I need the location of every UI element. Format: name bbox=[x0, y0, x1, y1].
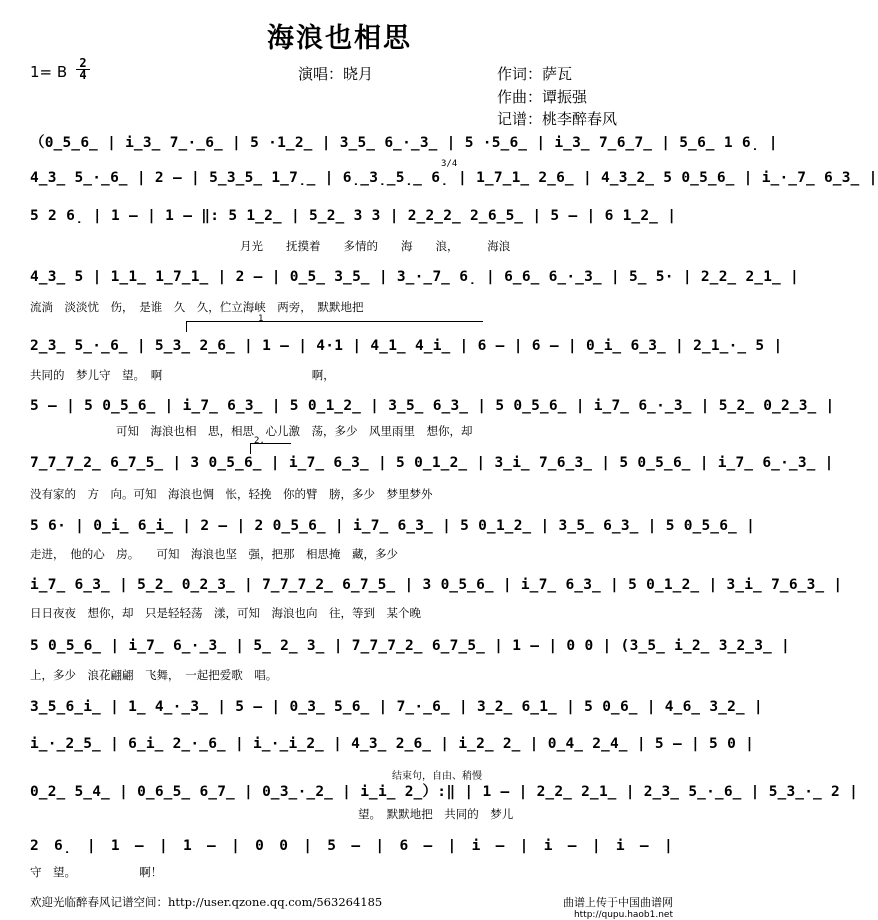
lyrics-row: 守 望。 啊！ bbox=[30, 865, 163, 879]
lyrics-row: 日日夜夜 想你，却 只是轻轻荡 漾，可知 海浪也向 往，等到 某个晚 bbox=[30, 606, 421, 620]
notation-row: 0̲2̲ 5̲4̲ | 0̲6̲5̲ 6̲7̲ | 0̲3̲·̲2̲ | i̲i̲ 2̲）:‖ | 1 – | 2̲2̲ 2̲1̲ | 2̲3̲ 5̲·̲6̲ | 5̲3̲·̲ 2 | bbox=[30, 784, 859, 800]
site-watermark bbox=[563, 894, 673, 920]
lyrics-row: 共同的 梦儿守 望。 啊 啊， bbox=[30, 368, 335, 382]
first-ending-label: 1 bbox=[258, 314, 264, 324]
notation-row: 4̲3̲ 5 | 1̲1̲ 1̲7̲1̲ | 2 – | 0̲5̲ 3̲5̲ | 3̲·̲7̲ 6̣ | 6̲6̲ 6̲·̲3̲ | 5̲ 5· | 2̲2̲ 2̲1̲ | bbox=[30, 269, 800, 285]
notation-row: 5 2 6̣ | 1 – | 1 – ‖: 5 1̲2̲ | 5̲2̲ 3 3 | 2̲2̲2̲ 2̲6̲5̲ | 5 – | 6 1̲2̲ | bbox=[30, 208, 677, 224]
time-signature-bottom: 4 bbox=[76, 69, 90, 81]
lyrics-row: 望。 默默地把 共同的 梦儿 bbox=[358, 807, 514, 821]
watermark-line-2: http://qupu.haob1.net bbox=[573, 910, 673, 920]
lyrics-row: 可知 海浪也相 思，相思 心儿激 荡，多少 风里雨里 想你，却 bbox=[116, 424, 473, 438]
notation-row: i̲7̲ 6̲3̲ | 5̲2̲ 0̲2̲3̲ | 7̲7̲7̲2̲ 6̲7̲5̲ | 3 0̲5̲6̲ | i̲7̲ 6̲3̲ | 5 0̲1̲2̲ | 3̲i̲ 7̲6̲3̲ | bbox=[30, 577, 843, 593]
ratio-mark: 3/4 bbox=[441, 159, 458, 169]
lyrics-row: 月光 抚摸着 多情的 海 浪， 海浪 bbox=[240, 239, 511, 253]
lyrics-row: 走进， 他的心 房。 可知 海浪也坚 强，把那 相思掩 藏，多少 bbox=[30, 547, 398, 561]
notation-row: 5 6· | 0̲i̲ 6̲i̲ | 2 – | 2 0̲5̲6̲ | i̲7̲ 6̲3̲ | 5 0̲1̲2̲ | 3̲5̲ 6̲3̲ | 5 0̲5̲6̲ | bbox=[30, 518, 756, 534]
time-signature-top: 2 bbox=[79, 56, 87, 70]
lyrics-row: 没有家的 方 向。可知 海浪也惆 怅，轻挽 你的臂 膀，多少 梦里梦外 bbox=[30, 487, 433, 501]
notation-row: （0̲5̲6̲ | i̲3̲ 7̲·̲6̲ | 5 ·1̲2̲ | 3̲5̲ 6̲·̲3̲ | 5 ·5̲6̲ | i̲3̲ 7̲6̲7̲ | 5̲6̲ 1 6̣ | bbox=[30, 135, 778, 151]
footer-credit: 欢迎光临醉春风记谱空间：http://user.qzone.qq.com/563264185 bbox=[30, 895, 383, 909]
notation-row: 5 0̲5̲6̲ | i̲7̲ 6̲·̲3̲ | 5̲ 2̲ 3̲ | 7̲7̲7̲2̲ 6̲7̲5̲ | 1 – | 0 0 | (3̲5̲ i̲2̲ 3̲2̲3̲ | bbox=[30, 638, 791, 654]
time-signature bbox=[76, 58, 90, 81]
notation-row: 2̲3̲ 5̲·̲6̲ | 5̲3̲ 2̲6̲ | 1 – | 4·1 | 4̲1̲ 4̲i̲ | 6 – | 6 – | 0̲i̲ 6̲3̲ | 2̲1̲·̲ 5 | bbox=[30, 338, 783, 354]
notation-row: 4̲3̲ 5̲·̲6̲ | 2 – | 5̲3̲5̲ 1̲7̣̲ | 6̣̲3̣̲5̣̲ 6̣ | 1̲7̲1̲ 2̲6̲ | 4̲3̲2̲ 5 0̲5̲6̲ | i̲·̲7̲ 6̲3̲ | bbox=[30, 170, 878, 186]
second-ending-label: 2. bbox=[254, 436, 265, 446]
notation-row: i̲·̲2̲5̲ | 6̲i̲ 2̲·̲6̲ | i̲·̲i̲2̲ | 4̲3̲ 2̲6̲ | i̲2̲ 2̲ | 0̲4̲ 2̲4̲ | 5 – | 5 0 | bbox=[30, 736, 755, 752]
key-signature: 1= B bbox=[30, 63, 68, 81]
notation-row: 2 6̣ | 1 – | 1 – | 0 0 | 5 – | 6 – | i – | i – | i – | bbox=[30, 838, 673, 854]
ending-direction: 结束句，自由、稍慢 bbox=[392, 771, 482, 782]
transcriber-credit: 记谱：桃李醉春风 bbox=[497, 110, 618, 128]
lyricist-credit: 作词：萨瓦 bbox=[497, 65, 573, 83]
watermark-line-1: 曲谱上传于中国曲谱网 bbox=[563, 896, 673, 909]
song-title: 海浪也相思 bbox=[267, 23, 412, 54]
notation-row: 7̲7̲7̲2̲ 6̲7̲5̲ | 3 0̲5̲6̲ | i̲7̲ 6̲3̲ | 5 0̲1̲2̲ | 3̲i̲ 7̲6̲3̲ | 5 0̲5̲6̲ | i̲7̲ 6̲·̲3̲ | bbox=[30, 455, 834, 471]
notation-row: 3̲5̲6̲i̲ | 1̲ 4̲·̲3̲ | 5 – | 0̲3̲ 5̲6̲ | 7̲·̲6̲ | 3̲2̲ 6̲1̲ | 5 0̲6̲ | 4̲6̲ 3̲2̲ | bbox=[30, 699, 763, 715]
lyrics-row: 流淌 淡淡忧 伤， 是谁 久 久，伫立海峡 两旁， 默默地把 bbox=[30, 300, 364, 314]
lyrics-row: 上，多少 浪花翩翩 飞舞， 一起把爱歌 唱。 bbox=[30, 668, 278, 682]
singer-credit: 演唱：晓月 bbox=[298, 65, 374, 83]
composer-credit: 作曲：谭振强 bbox=[497, 88, 588, 106]
notation-row: 5 – | 5 0̲5̲6̲ | i̲7̲ 6̲3̲ | 5 0̲1̲2̲ | 3̲5̲ 6̲3̲ | 5 0̲5̲6̲ | i̲7̲ 6̲·̲3̲ | 5̲2̲ 0̲2̲3̲ | bbox=[30, 398, 835, 414]
first-ending-bracket bbox=[186, 321, 483, 332]
